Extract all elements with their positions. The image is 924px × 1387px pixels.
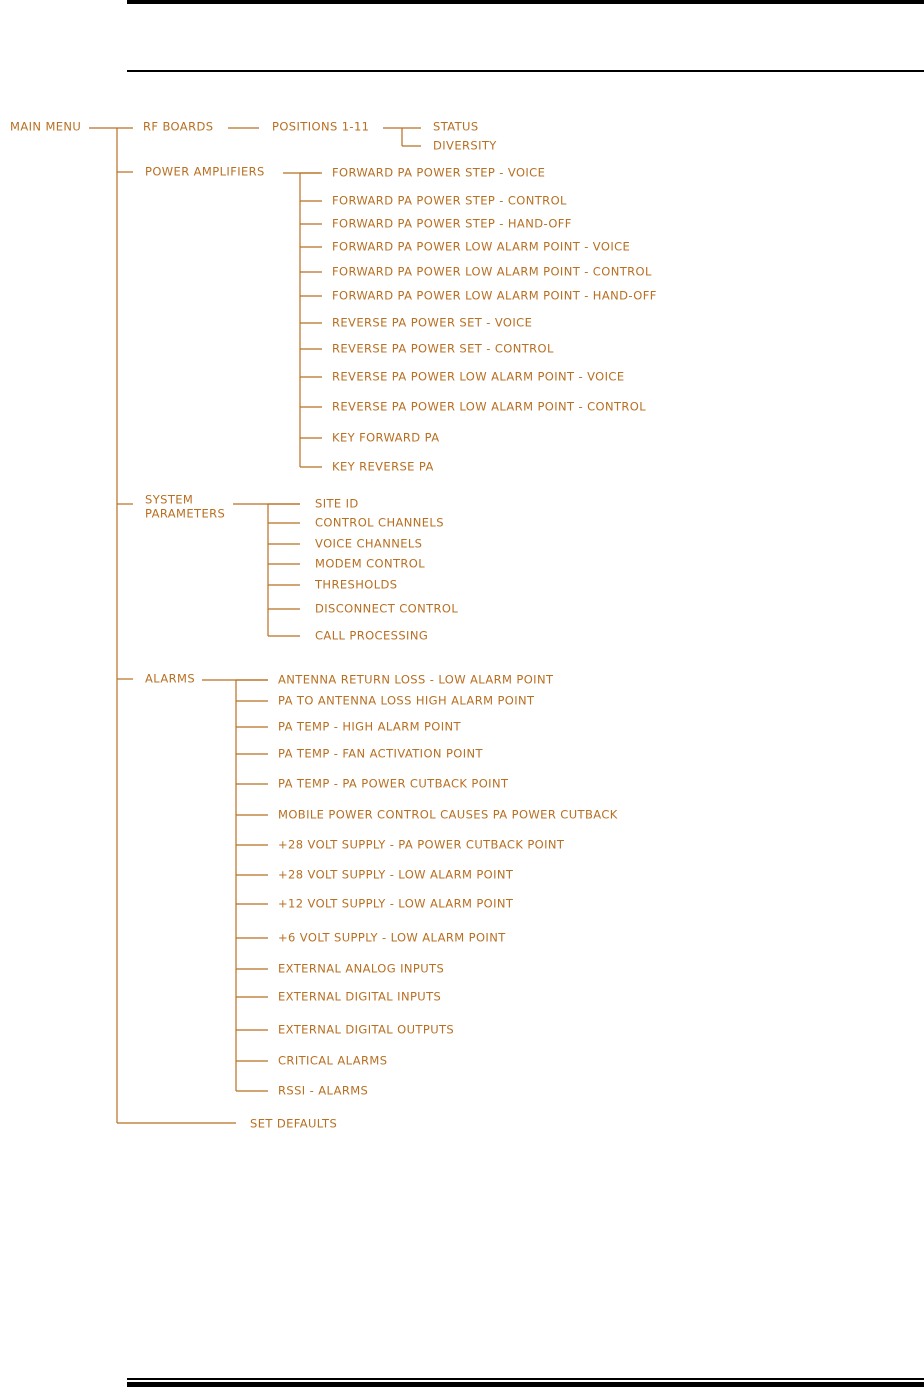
alarm-child-label: EXTERNAL DIGITAL OUTPUTS [278, 1022, 455, 1037]
rf-positions-label: POSITIONS 1-11 [272, 119, 370, 134]
alarm-child-label: +28 VOLT SUPPLY - LOW ALARM POINT [278, 867, 514, 882]
rf-boards-label: RF BOARDS [143, 119, 214, 134]
main-menu-label: MAIN MENU [10, 119, 82, 134]
power-amplifiers-label: POWER AMPLIFIERS [145, 164, 265, 179]
sys-child-label: CALL PROCESSING [315, 628, 429, 643]
sys-child-label: DISCONNECT CONTROL [315, 601, 459, 616]
system-parameters-label-line2: PARAMETERS [145, 506, 226, 521]
alarm-child-label: EXTERNAL ANALOG INPUTS [278, 961, 445, 976]
alarm-child-label: PA TEMP - FAN ACTIVATION POINT [278, 746, 483, 761]
alarms-label: ALARMS [145, 671, 196, 686]
alarm-child-label: CRITICAL ALARMS [278, 1053, 388, 1068]
sys-child-label: MODEM CONTROL [315, 556, 426, 571]
alarm-child-label: PA TEMP - HIGH ALARM POINT [278, 719, 461, 734]
set-defaults-label: SET DEFAULTS [250, 1116, 338, 1131]
alarm-child-label: RSSI - ALARMS [278, 1083, 369, 1098]
pa-child-label: KEY FORWARD PA [332, 430, 440, 445]
pa-child-label: REVERSE PA POWER SET - CONTROL [332, 341, 554, 356]
sys-child-label: VOICE CHANNELS [315, 536, 423, 551]
pa-child-label: FORWARD PA POWER STEP - HAND-OFF [332, 216, 572, 231]
alarm-child-label: PA TEMP - PA POWER CUTBACK POINT [278, 776, 509, 791]
alarm-child-label: EXTERNAL DIGITAL INPUTS [278, 989, 442, 1004]
alarm-child-label: +12 VOLT SUPPLY - LOW ALARM POINT [278, 896, 514, 911]
system-parameters-label-line1: SYSTEM [145, 492, 194, 507]
rf-child-label: DIVERSITY [433, 138, 497, 153]
sys-child-label: THRESHOLDS [315, 577, 398, 592]
pa-child-label: REVERSE PA POWER LOW ALARM POINT - VOICE [332, 369, 625, 384]
alarm-child-label: PA TO ANTENNA LOSS HIGH ALARM POINT [278, 693, 535, 708]
alarm-child-label: ANTENNA RETURN LOSS - LOW ALARM POINT [278, 672, 554, 687]
pa-child-label: FORWARD PA POWER STEP - CONTROL [332, 193, 567, 208]
pa-child-label: REVERSE PA POWER SET - VOICE [332, 315, 533, 330]
alarm-child-label: +28 VOLT SUPPLY - PA POWER CUTBACK POINT [278, 837, 565, 852]
pa-child-label: FORWARD PA POWER LOW ALARM POINT - VOICE [332, 239, 631, 254]
pa-child-label: FORWARD PA POWER LOW ALARM POINT - CONTROL [332, 264, 652, 279]
sys-child-label: SITE ID [315, 496, 359, 511]
pa-child-label: FORWARD PA POWER STEP - VOICE [332, 165, 546, 180]
rf-child-label: STATUS [433, 119, 479, 134]
sys-child-label: CONTROL CHANNELS [315, 515, 444, 530]
alarm-child-label: MOBILE POWER CONTROL CAUSES PA POWER CUTBACK [278, 807, 618, 822]
alarm-child-label: +6 VOLT SUPPLY - LOW ALARM POINT [278, 930, 506, 945]
pa-child-label: FORWARD PA POWER LOW ALARM POINT - HAND-OFF [332, 288, 657, 303]
pa-child-label: KEY REVERSE PA [332, 459, 434, 474]
pa-child-label: REVERSE PA POWER LOW ALARM POINT - CONTROL [332, 399, 647, 414]
